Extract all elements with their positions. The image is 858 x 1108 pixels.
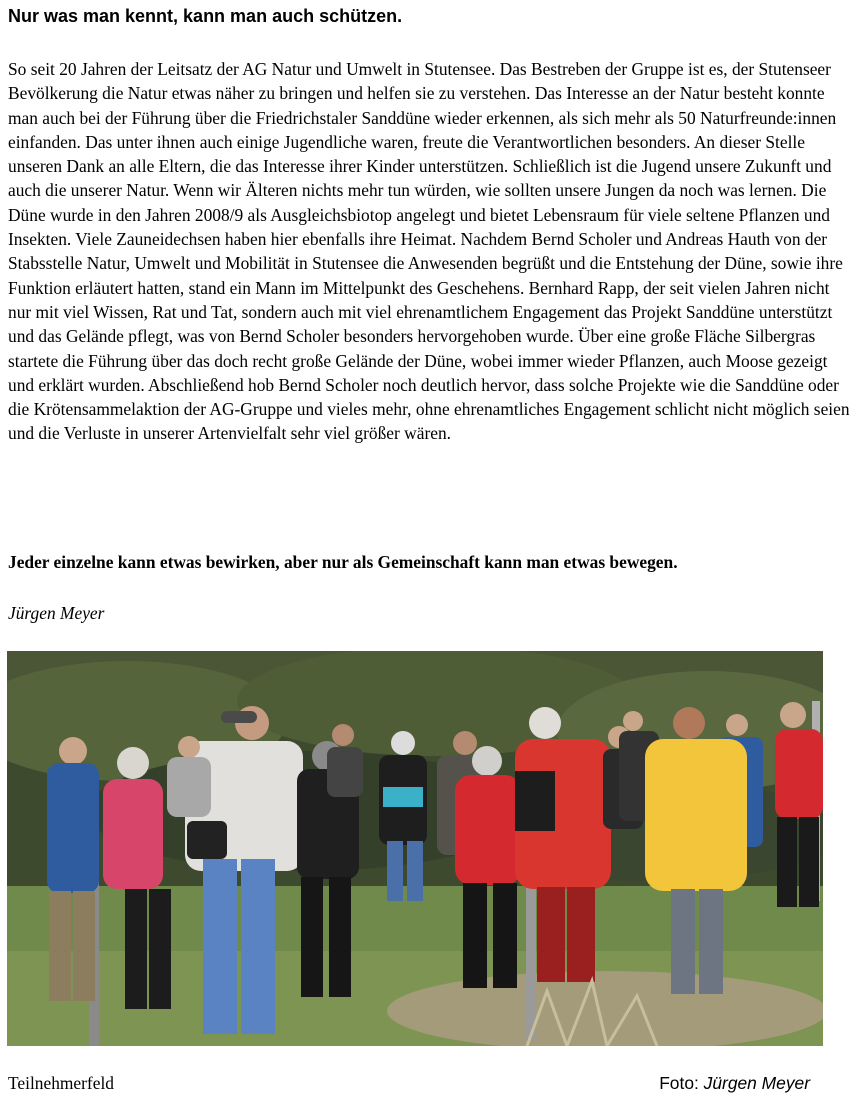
photo-caption: Teilnehmerfeld	[8, 1073, 114, 1093]
article-title: Nur was man kennt, kann man auch schützen.	[8, 6, 403, 26]
photo-credit-name: Jürgen Meyer	[703, 1073, 810, 1093]
closing-statement: Jeder einzelne kann etwas bewirken, aber nur als Gemeinschaft kann man etwas bewegen.	[8, 552, 678, 572]
group-photo	[7, 651, 823, 1046]
article-body: So seit 20 Jahren der Leitsatz der AG Natur und Umwelt in Stutensee. Das Bestreben der Gruppe ist es, der Stutenseer Bevölkerung die Natur etwas näher zu bringen und helfen sie zu verstehen. Das Interesse an der Natur besteht konnte man auch bei der Führung über die Friedrichstaler Sanddüne wieder erkennen, als sich mehr als 50 Naturfreunde:innen einfanden. Das unter ihnen auch einige Jugendliche waren, freute die Verantwortlichen besonders. An dieser Stelle unseren Dank an alle Eltern, die das Interesse ihrer Kinder unterstützen. Schließlich ist die Jugend unsere Zukunft und auch die unserer Natur. Wenn wir Älteren nichts mehr tun würden, wie sollten unsere Jungen da noch was lernen. Die Düne wurde in den Jahren 2008/9 als Ausgleichsbiotop angelegt und bietet Lebensraum für viele seltene Pflanzen und Insekten. Viele Zauneidechsen haben hier ebenfalls ihre Heimat. Nachdem Bernd Scholer und Andreas Hauth von der Stabsstelle Natur, Umwelt und Mobilität in Stutensee die Anwesenden begrüßt und die Entstehung der Düne, sowie ihre Funktion erläutert hatten, stand ein Mann im Mittelpunkt des Geschehens. Bernhard Rapp, der seit vielen Jahren nicht nur mit viel Wissen, Rat und Tat, sondern auch mit viel ehrenamtlichem Engagement das Projekt Sanddüne unterstützt und das Gelände pflegt, was von Bernd Scholer besonders hervorgehoben wurde. Über eine große Fläche Silbergras startete die Führung über das doch recht große Gelände der Düne, wobei immer wieder Pflanzen, auch Moose gezeigt und erklärt wurden. Abschließend hob Bernd Scholer noch deutlich hervor, dass solche Projekte wie die Sanddüne oder die Krötensammelaktion der AG-Gruppe und vieles mehr, ohne ehrenamtliches Engagement schlicht nicht möglich seien und die Verluste in unserer Artenvielfalt sehr viel größer wären.	[8, 59, 850, 444]
photo-credit-label: Foto:	[659, 1073, 699, 1093]
photo-credit	[659, 1073, 810, 1094]
author-name: Jürgen Meyer	[8, 603, 105, 623]
